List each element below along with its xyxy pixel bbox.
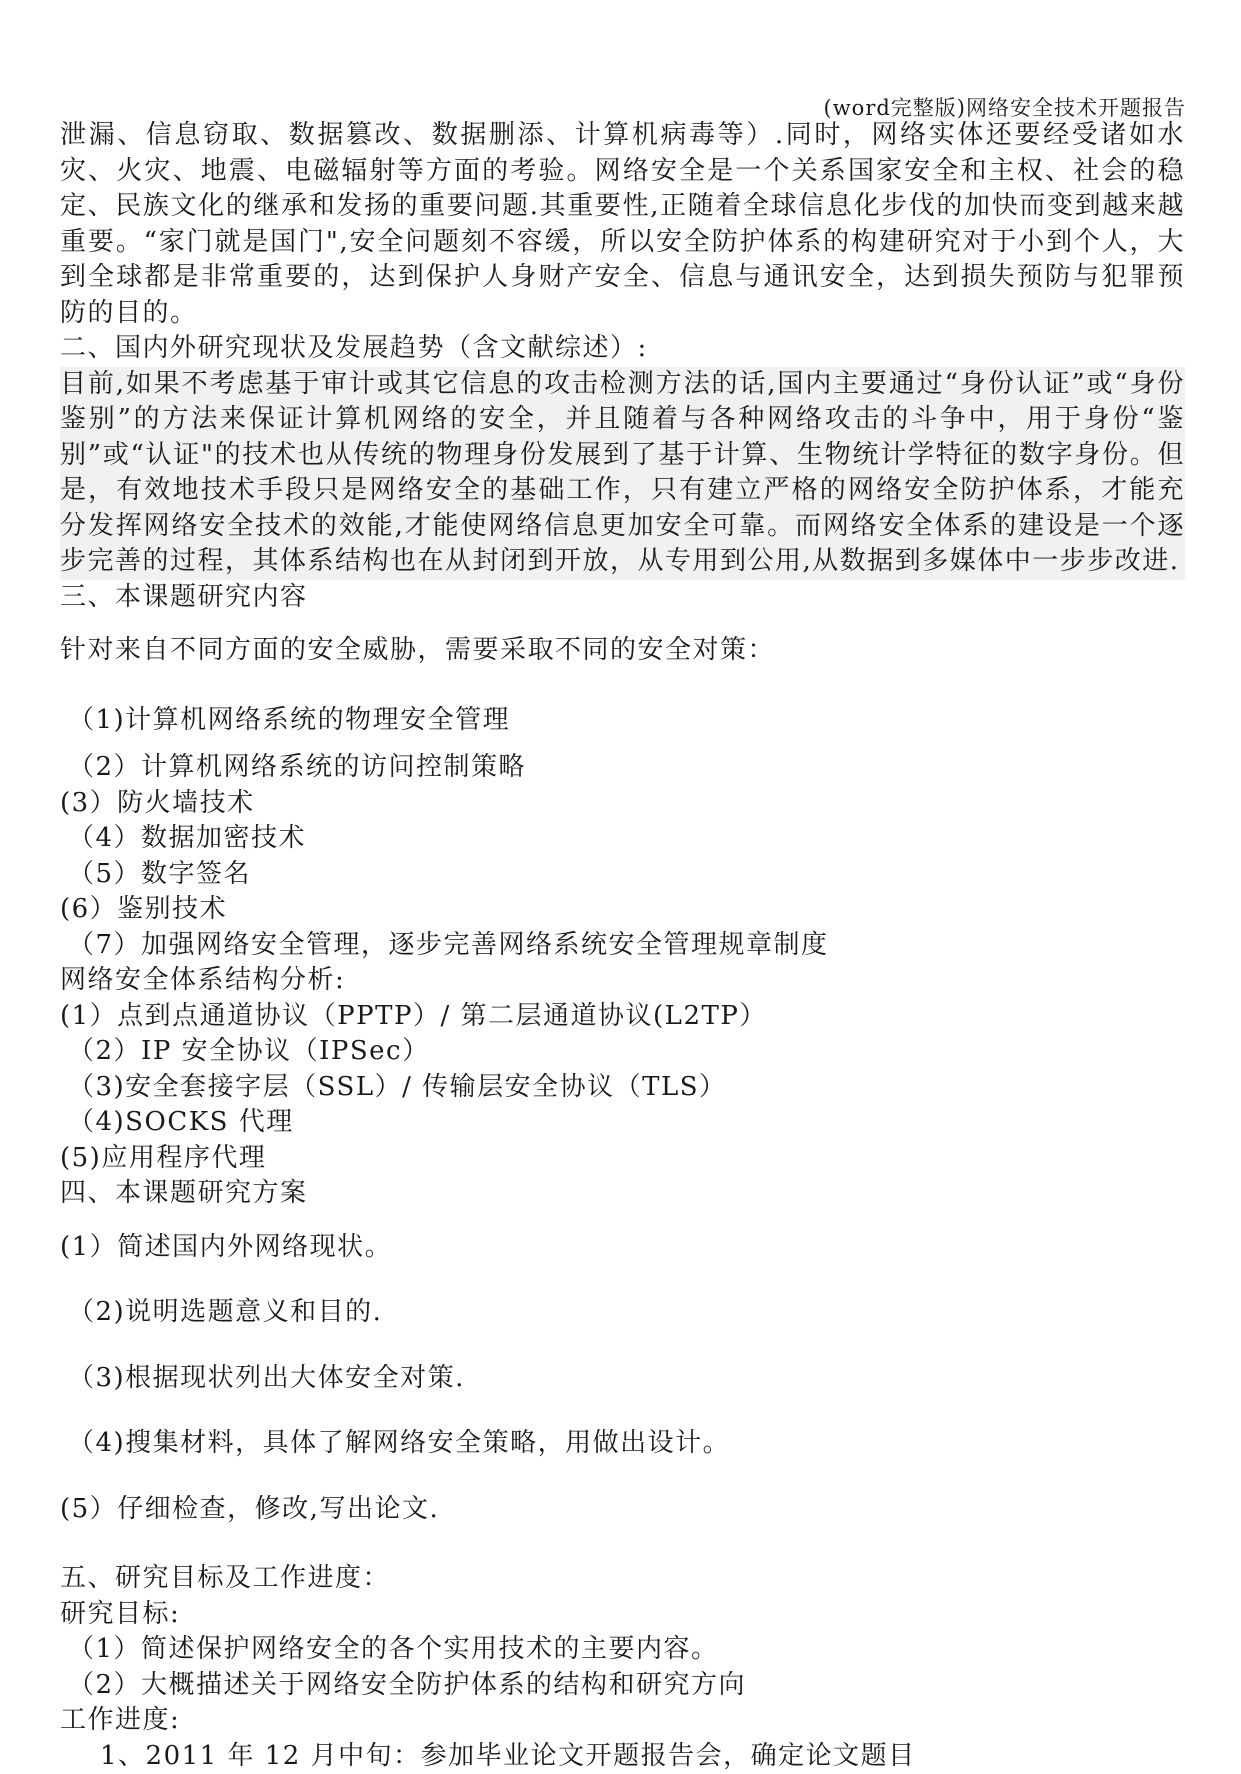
- measure-item: (3）防火墙技术: [60, 786, 1185, 822]
- plan-step: （4)搜集材料，具体了解网络安全策略，用做出设计。: [60, 1426, 1185, 1462]
- section-2-paragraph-part-a: 目前,如果不考虑基于审计或其它信息的攻击检测方法的话,国内主要通过“身份认证”或“身份鉴别”的方法来保证计算机网络的安全，并且随着与各种网络攻击的斗争中，: [60, 369, 1185, 435]
- plan-step: (1）简述国内外网络现状。: [60, 1230, 1185, 1266]
- architecture-item: （4)SOCKS 代理: [60, 1105, 1185, 1141]
- measure-item: （2）计算机网络系统的访问控制策略: [60, 750, 1185, 786]
- measures-list: [60, 703, 1185, 964]
- architecture-item: （2）IP 安全协议（IPSec）: [60, 1034, 1185, 1070]
- measure-item: （4）数据加密技术: [60, 821, 1185, 857]
- plan-steps: [60, 1230, 1185, 1528]
- section-4-heading: 四、本课题研究方案: [60, 1176, 1185, 1212]
- section-2-heading: 二、国内外研究现状及发展趋势（含文献综述）:: [60, 331, 1185, 367]
- goal-item: （2）大概描述关于网络安全防护体系的结构和研究方向: [60, 1668, 1185, 1704]
- measure-item: （5）数字签名: [60, 857, 1185, 893]
- architecture-item: (1）点到点通道协议（PPTP）/ 第二层通道协议(L2TP）: [60, 999, 1185, 1035]
- architecture-item: (5)应用程序代理: [60, 1141, 1185, 1177]
- section-3-heading: 三、本课题研究内容: [60, 580, 1185, 616]
- section-5-heading: 五、研究目标及工作进度：: [60, 1561, 1185, 1597]
- measure-item: （1)计算机网络系统的物理安全管理: [60, 703, 1185, 739]
- section-2-paragraph-part-b: 用于身份“鉴别”或“认证"的技术也从传统的物理身份发展到了基于计算、生物统计学特征的数字身份。但是，有效地技术手段只是网络安全的基础工作，只有建立严格的网络安全防护体系，才能充分发挥网络安全技术的效能,才能使网络信息更加安全可靠。而网络安全体系的建设是一个逐步完善的过程，其体系结构也在从封闭到开放，从专用到公用,从数据到多媒体中一步步改进.: [60, 404, 1185, 576]
- architecture-list: [60, 999, 1185, 1177]
- section-3-lead: 针对来自不同方面的安全威胁，需要采取不同的安全对策：: [60, 633, 1185, 669]
- goal-item: （1）简述保护网络安全的各个实用技术的主要内容。: [60, 1632, 1185, 1668]
- progress-label: 工作进度:: [60, 1703, 1185, 1739]
- plan-step: （3)根据现状列出大体安全对策.: [60, 1361, 1185, 1397]
- running-header: (word完整版)网络安全技术开题报告: [824, 92, 1186, 122]
- section-2-paragraph: [60, 367, 1185, 580]
- architecture-heading: 网络安全体系结构分析:: [60, 963, 1185, 999]
- measure-item: （7）加强网络安全管理，逐步完善网络系统安全管理规章制度: [60, 928, 1185, 964]
- intro-paragraph: 泄漏、信息窃取、数据篡改、数据删添、计算机病毒等）.同时，网络实体还要经受诸如水灾、火灾、地震、电磁辐射等方面的考验。网络安全是一个关系国家安全和主权、社会的稳定、民族文化的继承和发扬的重要问题.其重要性,正随着全球信息化步伐的加快而变到越来越重要。“家门就是国门",安全问题刻不容缓，所以安全防护体系的构建研究对于小到个人，大到全球都是非常重要的，达到保护人身财产安全、信息与通讯安全，达到损失预防与犯罪预防的目的。: [60, 118, 1185, 331]
- architecture-item: （3)安全套接字层（SSL）/ 传输层安全协议（TLS）: [60, 1070, 1185, 1106]
- measure-item: (6）鉴别技术: [60, 892, 1185, 928]
- goals-label: 研究目标:: [60, 1597, 1185, 1633]
- plan-step: (5）仔细检查，修改,写出论文.: [60, 1492, 1185, 1528]
- document-body: [60, 118, 1185, 1774]
- plan-step: （2)说明选题意义和目的.: [60, 1295, 1185, 1331]
- progress-item: 1、2011 年 12 月中旬：参加毕业论文开题报告会，确定论文题目: [60, 1739, 1185, 1774]
